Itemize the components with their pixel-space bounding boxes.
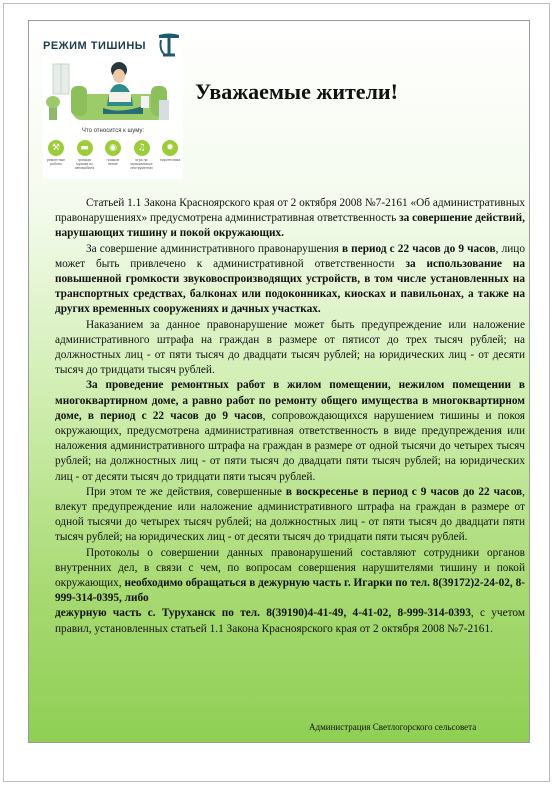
bold-text: в период с 22 часов до 9 часов (341, 242, 496, 255)
bold-text: необходимо обращаться в дежурную часть г. Игарки по тел. 8(39172)2-24-02, 8-999-314-0395, либо (55, 577, 525, 605)
illustration-woman-reading (43, 56, 183, 126)
text-run: Наказанием за данное правонарушение может быть предупреждение или наложение административного штрафа на граждан в размере от пятисот до трех тысяч рублей; на должностных лиц - от пяти тысяч до двадцати тысяч рублей; на юридических лиц - от десяти тысяч до тридцати тысяч рублей. (55, 318, 525, 377)
text-run: Статьей 1.1 Закона Красноярского края от 2 октября 2008 №7-2161 «Об административных правонарушениях» предусмотрена административная ответственность (55, 197, 525, 225)
paragraph (55, 196, 525, 242)
silence-mode-poster (43, 29, 183, 179)
bold-text: в воскресенье в период с 9 часов до 22 часов (285, 485, 523, 498)
paragraph (55, 378, 525, 484)
text-run: , влекут предупреждение или наложение административного штрафа на граждан в размере от одной тысячи до четырех тысяч рублей; на должностных лиц - от пяти тысяч до двадцати пяти тысяч рублей; на юридических лиц - от десяти тысяч до тридцати пяти тысяч рублей. (55, 485, 525, 544)
car-icon: ▬ (77, 140, 93, 156)
text-run: , сопровождающихся нарушением тишины и покоя окружающих, предусмотрена административная ответственность в виде предупреждения или наложения административного штрафа на граждан в размере от одной тысячи до четырех тысяч рублей; на должностных лиц - от пяти тысяч до двадцати пяти тысяч рублей; на юридических лиц - от десяти тысяч до тридцати пяти тысяч рублей. (55, 409, 525, 483)
text-run: , лицо может быть привлечено к административной ответственности (55, 242, 525, 270)
text-run: Протоколы о совершении данных правонарушений составляют сотрудники органов внутренних дел, в связи с чем, по вопросам совершения нарушителями тишину и покой окружающих, (55, 546, 525, 590)
bold-text: За проведение ремонтных работ в жилом помещении, нежилом помещении в многоквартирном доме, а равно работ по ремонту общего имущества в многоквартирном доме, в период с 22 часов до 9 часов (55, 379, 525, 422)
paragraph (55, 546, 525, 607)
drill-icon: ⚒ (48, 140, 64, 156)
text-run: При этом те же действия, совершенные (86, 485, 286, 498)
bold-text: за использование на повышенной громкости звуковоспроизводящих устройств, в том числе установленных на транспортных средствах, балконах или подоконниках, киосках и павильонах, а также на других временных сооружениях и дачных участках. (55, 257, 525, 316)
notice-sheet (28, 20, 530, 743)
signature: Администрация Светлогорского сельсовета (309, 722, 477, 732)
noise-item: ✸ пиротехника (159, 140, 181, 170)
text-run: , с учетом правил, установленных статьей 1.1 Закона Красноярского края от 2 октября 2008 №7-2161. (55, 607, 525, 635)
music-icon: ♫ (134, 140, 150, 156)
speaker-icon: ◉ (105, 140, 121, 156)
noise-item: ◉ громкое пение (102, 140, 124, 170)
notice-heading: Уважаемые жители! (195, 79, 398, 104)
poster-title: РЕЖИМ ТИШИНЫ (43, 40, 147, 52)
bold-text: за совершение действий, нарушающих тишину и покой окружающих. (55, 212, 526, 240)
paragraph (55, 318, 525, 379)
noise-item: ▬ громкая музыка из автомобиля (74, 140, 96, 170)
firework-icon: ✸ (162, 140, 178, 156)
bold-text: дежурную часть с. Туруханск по тел. 8(39190)4-41-49, 4-41-02, 8-999-314-0393 (55, 607, 471, 620)
poster-subtitle: Что относится к шуму: (81, 128, 145, 134)
text-run: За совершение административного правонарушения (86, 242, 342, 255)
paragraph (55, 485, 525, 546)
poster-icon-row (45, 140, 181, 170)
paragraph (55, 606, 525, 636)
notice-body (55, 196, 525, 637)
logo-icon (157, 32, 181, 58)
paragraph (55, 242, 525, 318)
noise-item: ⚒ ремонтные работы (45, 140, 67, 170)
noise-item: ♫ игра на музыкальных инструментах (131, 140, 153, 170)
